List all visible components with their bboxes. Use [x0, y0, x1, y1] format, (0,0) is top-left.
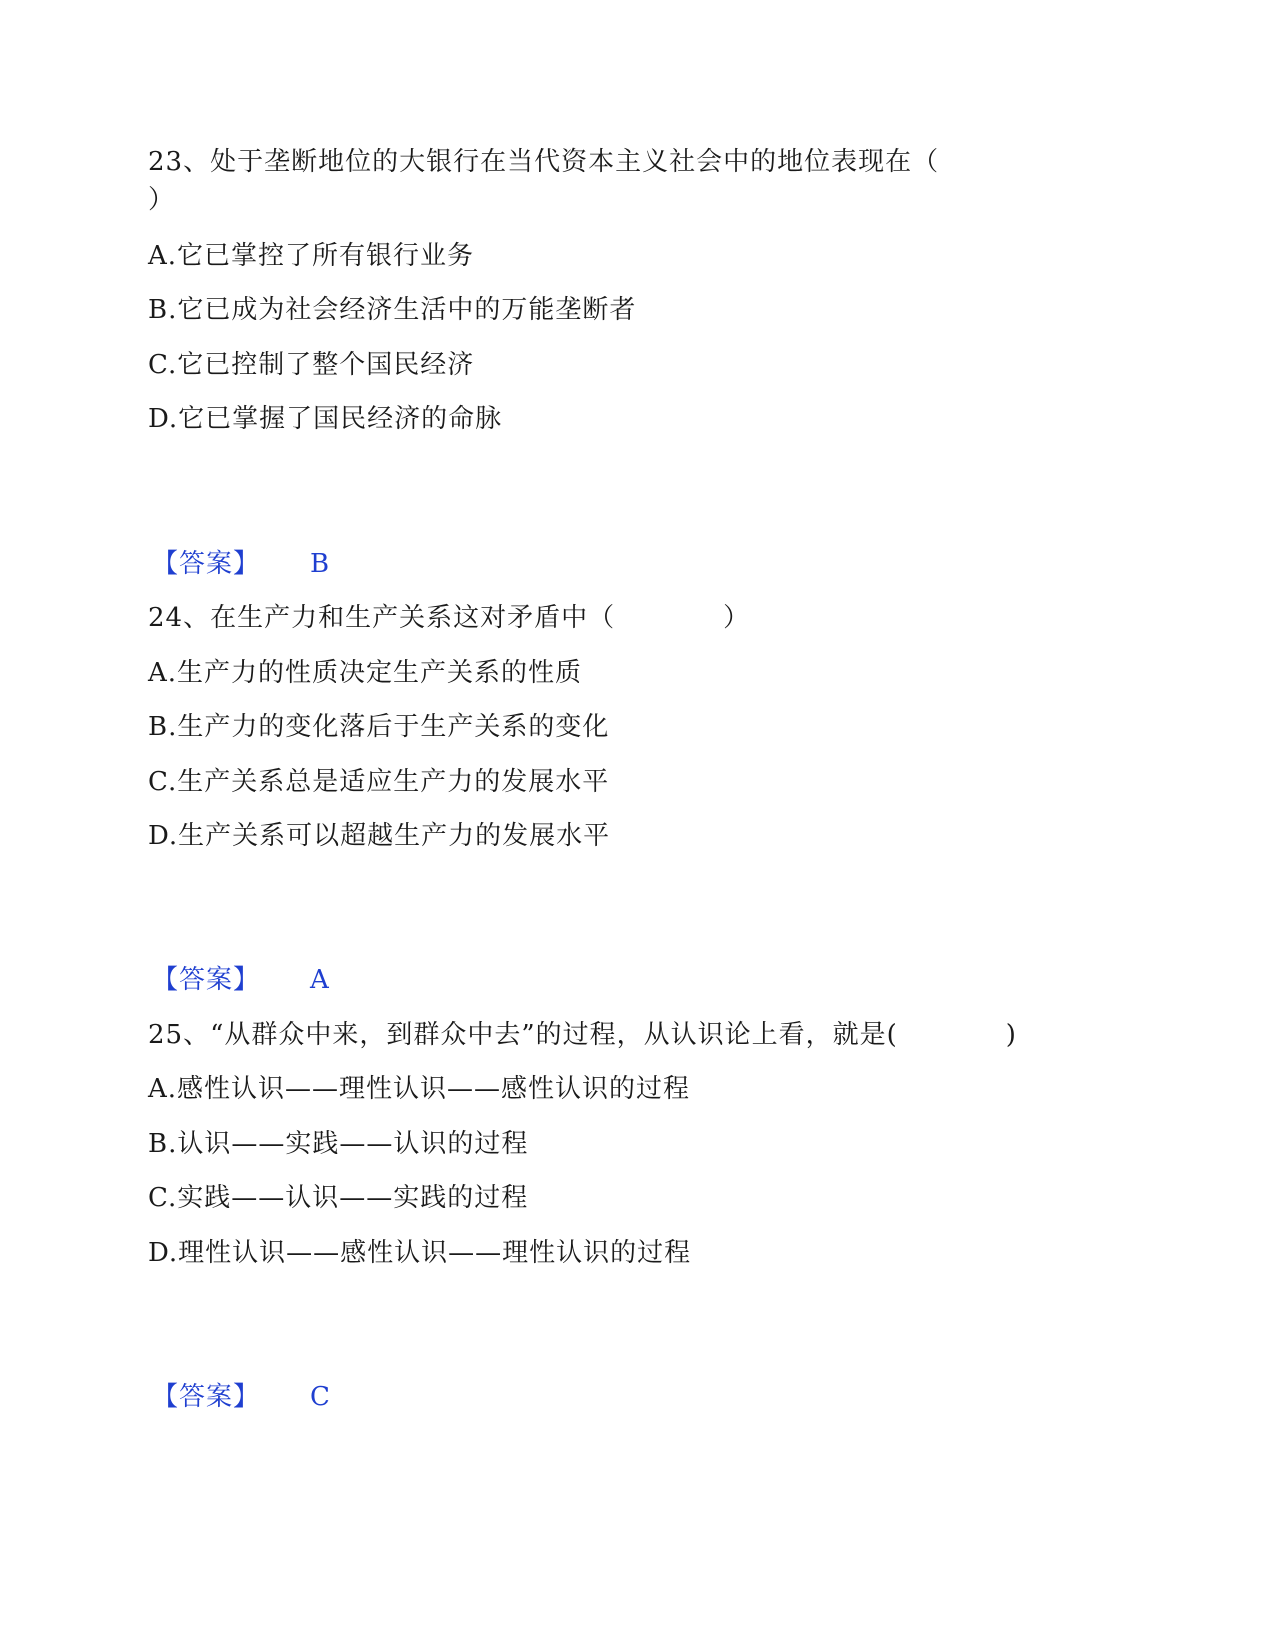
question-25-answer: [152, 1381, 330, 1413]
question-23-answer: [152, 548, 329, 580]
answer-value: A: [310, 965, 329, 995]
question-23-stem: 23、处于垄断地位的大银行在当代资本主义社会中的地位表现在（: [148, 147, 940, 177]
answer-label: 【答案】: [152, 1382, 261, 1412]
question-25-option-d: D.理性认识——感性认识——理性认识的过程: [148, 1238, 692, 1268]
question-23-option-a: A.它已掌控了所有银行业务: [148, 241, 475, 271]
question-24-option-d: D.生产关系可以超越生产力的发展水平: [148, 821, 611, 851]
answer-value: C: [310, 1382, 330, 1412]
question-25-option-a: A.感性认识——理性认识——感性认识的过程: [148, 1074, 691, 1104]
question-24-stem: 24、在生产力和生产关系这对矛盾中（ ）: [148, 603, 751, 633]
question-23-stem-cont: ）: [148, 185, 176, 215]
question-24-option-a: A.生产力的性质决定生产关系的性质: [148, 658, 583, 688]
question-25-option-b: B.认识——实践——认识的过程: [148, 1129, 529, 1159]
question-23-option-c: C.它已控制了整个国民经济: [148, 350, 475, 380]
question-24-option-b: B.生产力的变化落后于生产关系的变化: [148, 712, 610, 742]
answer-label: 【答案】: [152, 965, 261, 995]
question-23-option-b: B.它已成为社会经济生活中的万能垄断者: [148, 295, 637, 325]
question-25-stem: 25、“从群众中来，到群众中去”的过程，从认识论上看，就是( ): [148, 1020, 1017, 1050]
question-24-answer: [152, 964, 329, 996]
answer-value: B: [310, 549, 330, 579]
answer-label: 【答案】: [152, 549, 261, 579]
question-23-option-d: D.它已掌握了国民经济的命脉: [148, 404, 503, 434]
question-25-option-c: C.实践——认识——实践的过程: [148, 1183, 529, 1213]
question-24-option-c: C.生产关系总是适应生产力的发展水平: [148, 767, 610, 797]
